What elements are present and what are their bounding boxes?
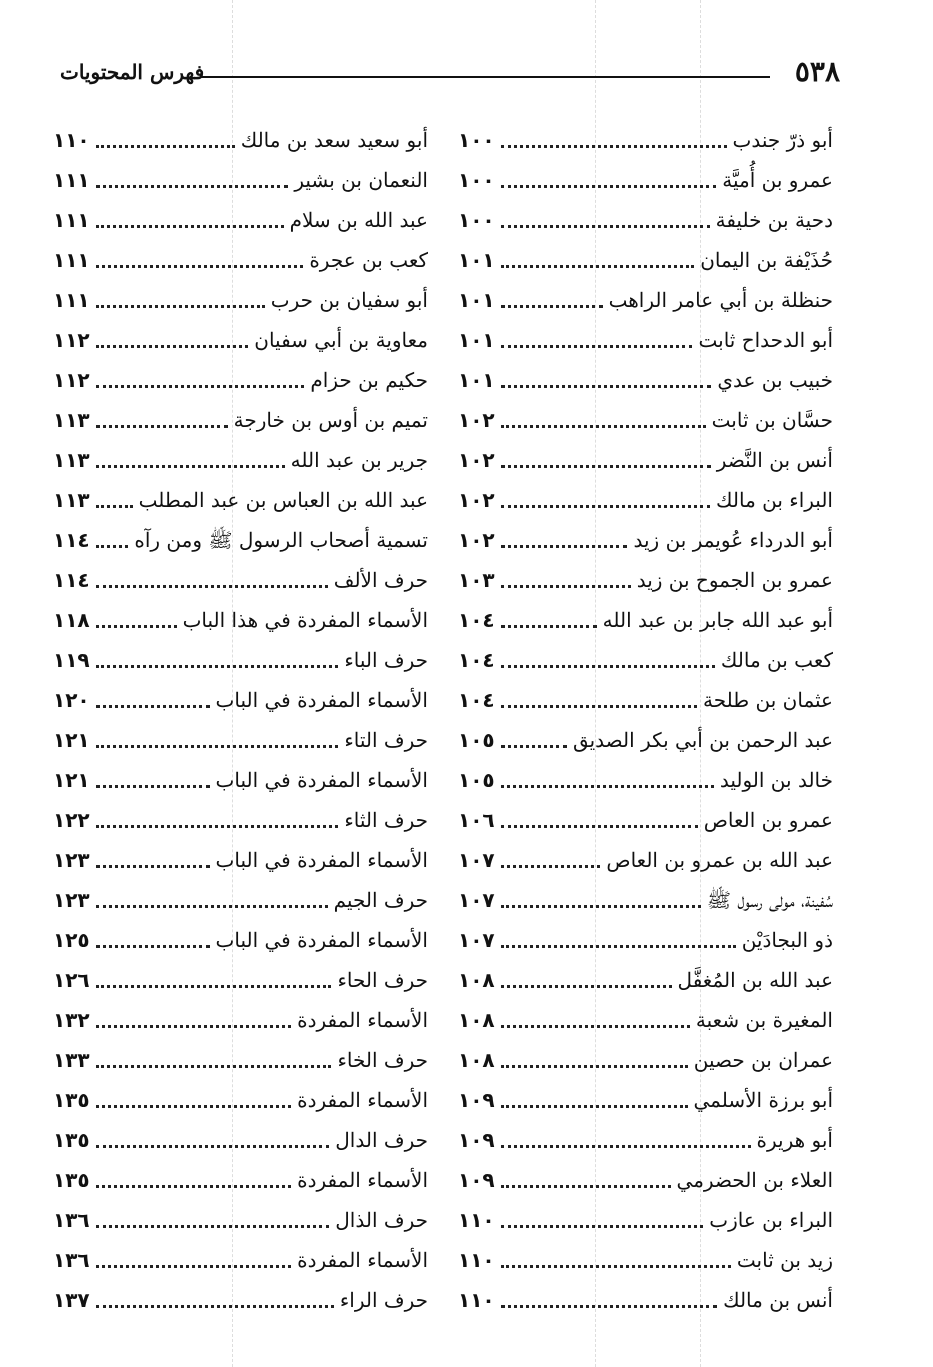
header-rule: [200, 76, 770, 78]
toc-entry-page: ١٠٤: [458, 688, 495, 712]
toc-entry-name: أبو برزة الأسلمي: [693, 1088, 833, 1112]
toc-entry-page: ١١١: [53, 208, 90, 232]
page-number: ٥٣٨: [794, 55, 840, 88]
toc-entry-name: زيد بن ثابت: [736, 1248, 833, 1272]
toc-entry: [458, 1120, 833, 1160]
toc-entry-name: عبد الرحمن بن أبي بكر الصديق: [572, 728, 833, 752]
toc-entry-page: ١٠٥: [458, 728, 495, 752]
toc-entry: [53, 1280, 428, 1320]
leader-dots: [96, 1265, 291, 1268]
toc-entry-name: حرف الذال: [335, 1208, 428, 1232]
leader-dots: [96, 425, 228, 428]
toc-entry-page: ١٠٤: [458, 648, 495, 672]
toc-entry-page: ١١٠: [458, 1288, 495, 1312]
toc-entry-name: حرف الراء: [339, 1288, 428, 1312]
toc-column-right: [458, 120, 833, 1320]
leader-dots: [501, 425, 706, 428]
toc-entry: [53, 400, 428, 440]
toc-entry-name: حرف التاء: [344, 728, 428, 752]
leader-dots: [501, 705, 697, 708]
leader-dots: [501, 905, 701, 908]
leader-dots: [501, 1145, 751, 1148]
toc-entry-name: حسَّان بن ثابت: [711, 408, 833, 432]
leader-dots: [96, 785, 210, 788]
toc-entry-name: حرف الخاء: [337, 1048, 428, 1072]
toc-entry-page: ١٢٣: [53, 888, 90, 912]
toc-entry: [458, 120, 833, 160]
toc-entry-page: ١٠٠: [458, 128, 495, 152]
toc-entry-page: ١٣٦: [53, 1248, 90, 1272]
toc-entry-page: ١٢٠: [53, 688, 90, 712]
toc-entry-name: البراء بن مالك: [716, 488, 833, 512]
toc-entry-name: عثمان بن طلحة: [703, 688, 833, 712]
leader-dots: [501, 665, 715, 668]
toc-entry-page: ١١٨: [53, 608, 90, 632]
leader-dots: [96, 145, 235, 148]
toc-entry-page: ١١٣: [53, 448, 90, 472]
toc-entry-page: ١٠٩: [458, 1128, 495, 1152]
toc-entry: [53, 440, 428, 480]
leader-dots: [96, 945, 210, 948]
leader-dots: [96, 745, 339, 748]
leader-dots: [96, 1225, 330, 1228]
toc-entry: [458, 200, 833, 240]
toc-entry: [53, 240, 428, 280]
leader-dots: [501, 785, 714, 788]
toc-entry-page: ١١٠: [458, 1208, 495, 1232]
toc-entry: [53, 720, 428, 760]
leader-dots: [501, 385, 712, 388]
toc-entry-name: الأسماء المفردة: [297, 1008, 428, 1032]
leader-dots: [501, 465, 711, 468]
leader-dots: [96, 1305, 334, 1308]
leader-dots: [501, 585, 631, 588]
leader-dots: [501, 545, 628, 548]
toc-entry-page: ١٠٧: [458, 888, 495, 912]
toc-entry-page: ١١٣: [53, 488, 90, 512]
toc-entry-name: الأسماء المفردة في الباب: [215, 688, 428, 712]
toc-entry-name: حكيم بن حزام: [310, 368, 428, 392]
toc-entry-page: ١٣٢: [53, 1008, 90, 1032]
toc-entry: [458, 280, 833, 320]
leader-dots: [96, 865, 210, 868]
toc-entry-name: أبو هريرة: [756, 1128, 833, 1152]
toc-entry-name: تميم بن أوس بن خارجة: [233, 408, 428, 432]
toc-entry: [53, 760, 428, 800]
toc-entry-page: ١٢١: [53, 728, 90, 752]
toc-entry: [53, 1080, 428, 1120]
toc-entry: [53, 1120, 428, 1160]
leader-dots: [96, 985, 332, 988]
toc-entry: [53, 120, 428, 160]
toc-entry-name: البراء بن عازب: [709, 1208, 833, 1232]
leader-dots: [96, 1185, 291, 1188]
leader-dots: [96, 545, 129, 548]
leader-dots: [96, 305, 265, 308]
toc-entry: [458, 600, 833, 640]
toc-entry-name: كعب بن مالك: [720, 648, 833, 672]
toc-entry: [458, 360, 833, 400]
toc-entry-page: ١٠٢: [458, 488, 495, 512]
toc-entry-name: حرف الحاء: [337, 968, 428, 992]
toc-entry-name: أبو ذرّ جندب: [732, 128, 833, 152]
toc-entry: [53, 1000, 428, 1040]
leader-dots: [96, 705, 210, 708]
toc-entry-page: ١٠٨: [458, 968, 495, 992]
leader-dots: [501, 305, 603, 308]
toc-entry: [53, 600, 428, 640]
toc-entry-name: الأسماء المفردة في الباب: [215, 848, 428, 872]
toc-entry-name: أنس بن مالك: [723, 1288, 833, 1312]
toc-entry: [458, 880, 833, 920]
toc-entry-page: ١٣٣: [53, 1048, 90, 1072]
toc-entry-name: حرف الثاء: [344, 808, 428, 832]
toc-entry-name: خالد بن الوليد: [719, 768, 833, 792]
leader-dots: [96, 1105, 291, 1108]
toc-entry-page: ١١١: [53, 168, 90, 192]
toc-entry-page: ١٠١: [458, 248, 495, 272]
toc-entry-page: ١٠٤: [458, 608, 495, 632]
toc-entry-page: ١١٤: [53, 528, 90, 552]
toc-entry-page: ١٠٠: [458, 208, 495, 232]
toc-entry: [53, 560, 428, 600]
toc-entry-name: أبو عبد الله جابر بن عبد الله: [602, 608, 833, 632]
toc-entry-page: ١١٠: [53, 128, 90, 152]
toc-entry: [458, 1080, 833, 1120]
toc-entry-page: ١١١: [53, 288, 90, 312]
toc-entry-name: الأسماء المفردة: [297, 1248, 428, 1272]
toc-entry: [53, 1160, 428, 1200]
leader-dots: [501, 1185, 671, 1188]
toc-entry-page: ١٠٧: [458, 928, 495, 952]
toc-entry: [53, 200, 428, 240]
running-title: فهرس المحتويات: [60, 60, 205, 84]
toc-entry: [53, 480, 428, 520]
toc-entry-page: ١١١: [53, 248, 90, 272]
toc-entry: [53, 880, 428, 920]
toc-entry: [53, 960, 428, 1000]
toc-entry-name: المغيرة بن شعبة: [695, 1008, 833, 1032]
toc-entry-name: العلاء بن الحضرمي: [676, 1168, 833, 1192]
leader-dots: [501, 1105, 688, 1108]
toc-entry-name: حُذَيْفة بن اليمان: [700, 248, 833, 272]
toc-entry: [458, 320, 833, 360]
leader-dots: [96, 465, 285, 468]
toc-entry-page: ١٣٥: [53, 1088, 90, 1112]
toc-entry-page: ١٠٢: [458, 408, 495, 432]
toc-entry: [458, 440, 833, 480]
toc-entry-page: ١٠١: [458, 328, 495, 352]
leader-dots: [501, 345, 693, 348]
toc-entry-name: معاوية بن أبي سفيان: [254, 328, 428, 352]
toc-entry-name: جرير بن عبد الله: [290, 448, 428, 472]
toc-entry-page: ١٠٣: [458, 568, 495, 592]
toc-entry-name: سُفينة، مولى رسول ﷺ: [706, 888, 833, 912]
toc-entry: [458, 840, 833, 880]
toc-entry: [458, 720, 833, 760]
toc-entry: [458, 240, 833, 280]
toc-entry: [458, 640, 833, 680]
leader-dots: [501, 945, 736, 948]
toc-entry: [458, 1200, 833, 1240]
leader-dots: [96, 385, 305, 388]
leader-dots: [96, 1065, 332, 1068]
toc-entry: [53, 1200, 428, 1240]
leader-dots: [501, 1305, 717, 1308]
toc-entry-page: ١٣٥: [53, 1168, 90, 1192]
toc-entry: [53, 1040, 428, 1080]
toc-entry-name: خبيب بن عدي: [717, 368, 833, 392]
toc-entry-name: كعب بن عجرة: [309, 248, 428, 272]
toc-entry-name: عبد الله بن عمرو بن العاص: [606, 848, 833, 872]
toc-entry: [53, 840, 428, 880]
toc-entry-name: عمرو بن العاص: [703, 808, 833, 832]
toc-entry-page: ١٢٦: [53, 968, 90, 992]
toc-entry-name: حنظلة بن أبي عامر الراهب: [608, 288, 833, 312]
toc-entry-name: دحية بن خليفة: [715, 208, 833, 232]
leader-dots: [96, 905, 328, 908]
leader-dots: [96, 1145, 330, 1148]
leader-dots: [501, 1265, 731, 1268]
toc-entry-name: أبو الدرداء عُويمر بن زيد: [633, 528, 833, 552]
toc-entry-name: حرف الباء: [344, 648, 428, 672]
leader-dots: [96, 185, 289, 188]
leader-dots: [96, 665, 339, 668]
toc-entry-name: عبد الله بن سلام: [289, 208, 428, 232]
toc-entry: [458, 560, 833, 600]
toc-entry: [458, 520, 833, 560]
leader-dots: [501, 225, 710, 228]
toc-entry-page: ١٠٦: [458, 808, 495, 832]
toc-entry-page: ١٠٩: [458, 1168, 495, 1192]
toc-entry-page: ١٠٧: [458, 848, 495, 872]
toc-entry: [458, 1040, 833, 1080]
toc-entry: [458, 920, 833, 960]
toc-entry: [458, 1160, 833, 1200]
toc-entry: [458, 480, 833, 520]
toc-entry-name: أبو الدحداح ثابت: [698, 328, 833, 352]
toc-entry-page: ١٠٩: [458, 1088, 495, 1112]
toc-entry-name: أبو سعيد سعد بن مالك: [240, 128, 428, 152]
toc-entry: [53, 920, 428, 960]
toc-entry-page: ١٢٢: [53, 808, 90, 832]
toc-entry: [53, 680, 428, 720]
toc-entry-name: الأسماء المفردة في الباب: [215, 928, 428, 952]
leader-dots: [96, 825, 339, 828]
toc-entry: [458, 800, 833, 840]
leader-dots: [501, 1065, 688, 1068]
leader-dots: [96, 1025, 291, 1028]
leader-dots: [96, 625, 177, 628]
toc-entry: [53, 320, 428, 360]
toc-entry-page: ١١٩: [53, 648, 90, 672]
toc-entry-name: عبد الله بن المُغفَّل: [677, 968, 833, 992]
toc-entry-name: حرف الجيم: [333, 888, 428, 912]
toc-entry-name: أنس بن النَّضر: [716, 448, 833, 472]
leader-dots: [501, 145, 727, 148]
toc-entry-name: الأسماء المفردة: [297, 1088, 428, 1112]
leader-dots: [96, 585, 328, 588]
toc-entry-page: ١٣٥: [53, 1128, 90, 1152]
leader-dots: [501, 825, 698, 828]
leader-dots: [501, 865, 601, 868]
leader-dots: [501, 745, 567, 748]
toc-entry-page: ١٢١: [53, 768, 90, 792]
toc-entry: [458, 1280, 833, 1320]
toc-entry-page: ١٢٥: [53, 928, 90, 952]
toc-entry: [458, 1240, 833, 1280]
leader-dots: [501, 985, 672, 988]
toc-entry-page: ١٠٢: [458, 528, 495, 552]
toc-entry: [458, 760, 833, 800]
toc-entry: [53, 800, 428, 840]
toc-entry: [458, 400, 833, 440]
toc-entry: [53, 1240, 428, 1280]
toc-entry-page: ١١٢: [53, 368, 90, 392]
toc-entry-page: ١٣٧: [53, 1288, 90, 1312]
toc-entry-page: ١٠٥: [458, 768, 495, 792]
toc-entry-name: الأسماء المفردة في هذا الباب: [182, 608, 428, 632]
leader-dots: [501, 185, 717, 188]
toc-entry-page: ١٢٣: [53, 848, 90, 872]
leader-dots: [96, 345, 249, 348]
toc-entry: [53, 160, 428, 200]
toc-entry: [458, 680, 833, 720]
toc-entry: [53, 640, 428, 680]
toc-entry: [458, 1000, 833, 1040]
toc-entry-name: عبد الله بن العباس بن عبد المطلب: [138, 488, 428, 512]
leader-dots: [501, 1225, 704, 1228]
toc-column-left: [53, 120, 428, 1320]
toc-entry-name: عمران بن حصين: [693, 1048, 833, 1072]
toc-entry-name: تسمية أصحاب الرسول ﷺ ومن رآه: [134, 528, 428, 552]
leader-dots: [501, 505, 710, 508]
leader-dots: [501, 1025, 690, 1028]
leader-dots: [96, 505, 133, 508]
toc-entry-name: عمرو بن الجموح بن زيد: [636, 568, 833, 592]
leader-dots: [96, 265, 304, 268]
toc-entry-page: ١٣٦: [53, 1208, 90, 1232]
toc-entry-page: ١٠٨: [458, 1008, 495, 1032]
toc-entry-name: أبو سفيان بن حرب: [270, 288, 428, 312]
leader-dots: [501, 625, 597, 628]
leader-dots: [96, 225, 284, 228]
page-header: [60, 52, 840, 92]
toc-entry: [53, 520, 428, 560]
toc-entry-name: الأسماء المفردة: [297, 1168, 428, 1192]
toc-entry: [53, 280, 428, 320]
toc-entry-name: النعمان بن بشير: [294, 168, 428, 192]
toc-entry-name: الأسماء المفردة في الباب: [215, 768, 428, 792]
toc-entry: [458, 160, 833, 200]
toc-entry-page: ١٠٢: [458, 448, 495, 472]
toc-entry-page: ١٠١: [458, 288, 495, 312]
toc-entry-page: ١١٠: [458, 1248, 495, 1272]
toc-entry-page: ١٠١: [458, 368, 495, 392]
toc-entry: [53, 360, 428, 400]
toc-entry-name: حرف الدال: [335, 1128, 428, 1152]
leader-dots: [501, 265, 695, 268]
toc-entry-name: ذو البجادَيْن: [741, 928, 833, 952]
toc-entry-page: ١١٤: [53, 568, 90, 592]
toc-entry-page: ١١٢: [53, 328, 90, 352]
toc-entry-page: ١١٣: [53, 408, 90, 432]
toc-entry-name: حرف الألف: [333, 568, 428, 592]
toc-entry-name: عمرو بن أُميَّة: [722, 168, 833, 192]
toc-entry: [458, 960, 833, 1000]
toc-entry-page: ١٠٠: [458, 168, 495, 192]
toc-entry-page: ١٠٨: [458, 1048, 495, 1072]
